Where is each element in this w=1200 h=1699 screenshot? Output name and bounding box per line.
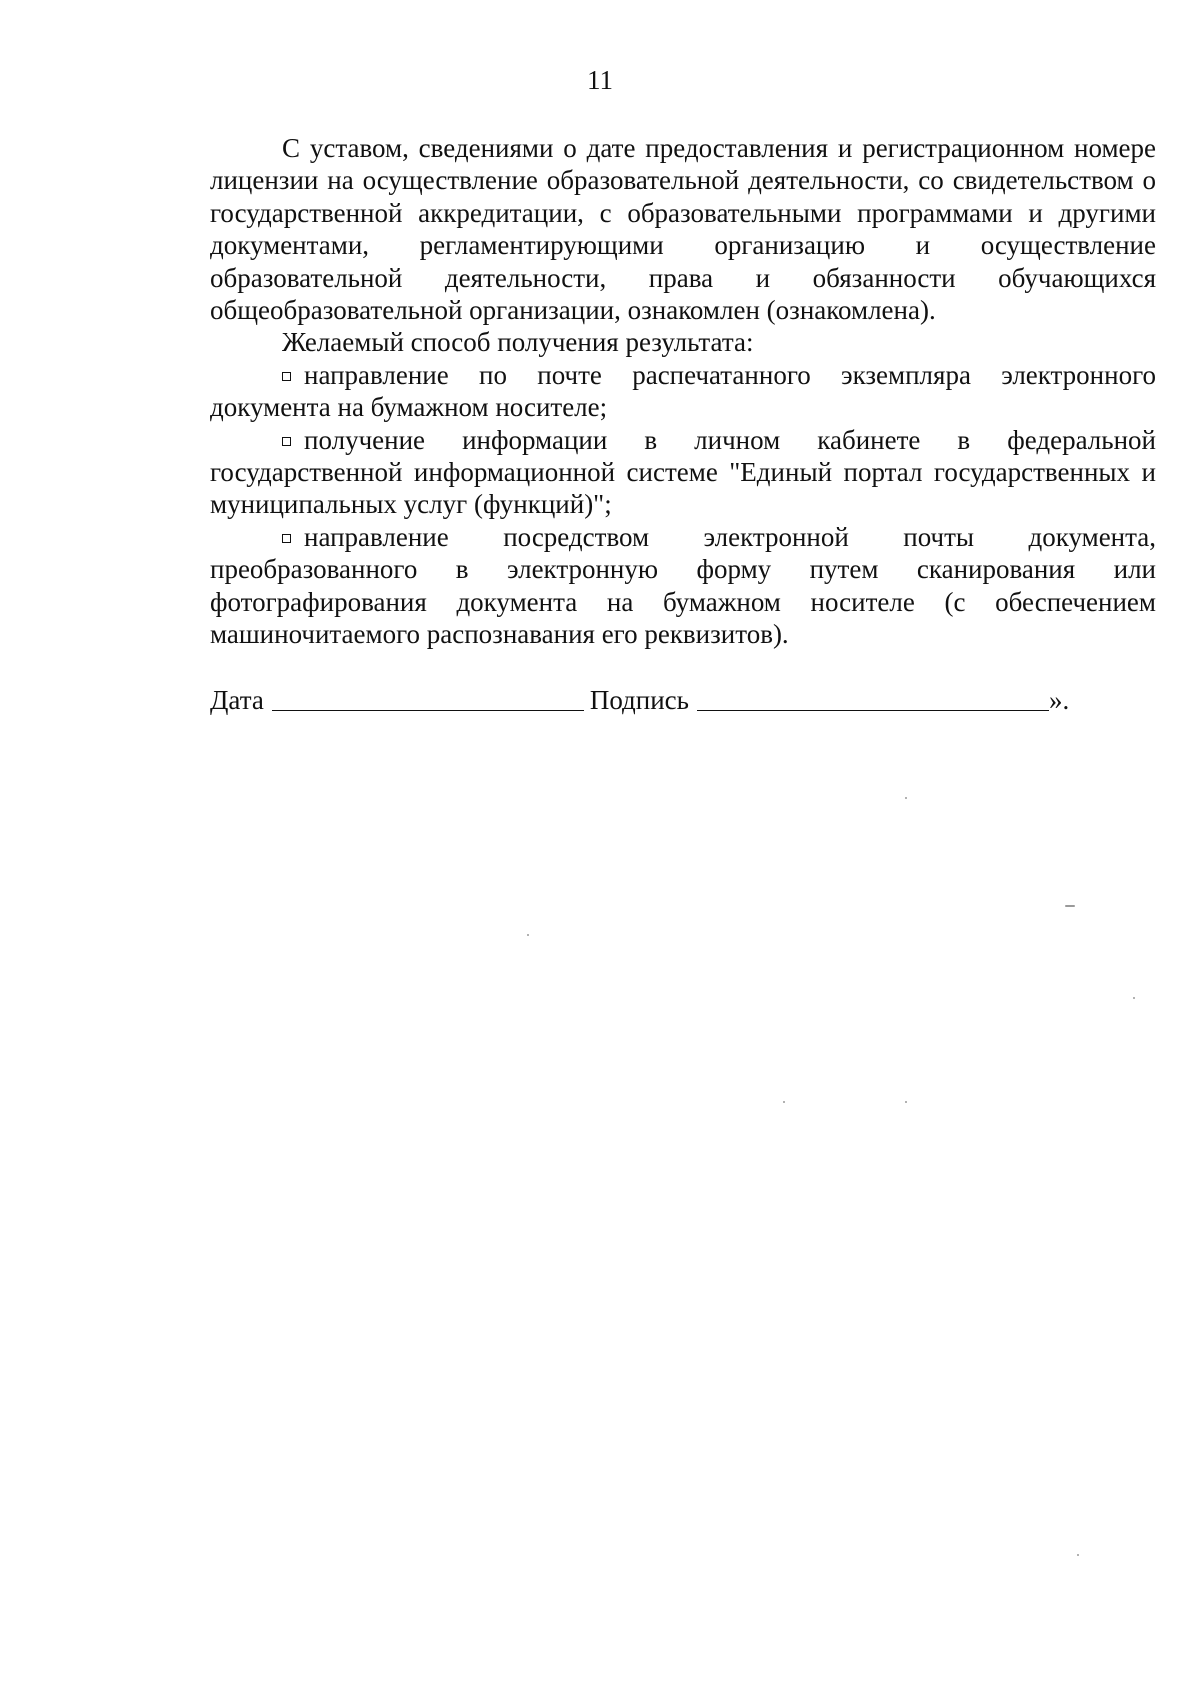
checkbox-portal[interactable] — [282, 437, 291, 446]
option-email-text: направление посредством электронной почты документа, преобразованного в электронную форму путем сканирования или фотографирования документа на бумажном носителе (с обеспечением машиночитаемого распознавания его реквизитов). — [210, 521, 1156, 650]
date-label: Дата — [210, 685, 264, 715]
scan-speck — [1133, 997, 1135, 999]
option-mail — [210, 359, 1156, 424]
scan-speck — [905, 1101, 907, 1103]
option-mail-text: направление по почте распечатанного экземпляра электронного документа на бумажном носителе; — [210, 359, 1156, 423]
scan-speck — [783, 1101, 785, 1103]
scan-speck — [905, 797, 907, 799]
page-number: 11 — [587, 65, 613, 95]
scan-speck — [1065, 905, 1075, 907]
checkbox-mail[interactable] — [282, 372, 291, 381]
option-email — [210, 521, 1156, 651]
method-heading: Желаемый способ получения результата: — [282, 327, 754, 358]
signature-label: Подпись — [589, 685, 689, 715]
option-portal-text: получение информации в личном кабинете в федеральной государственной информационной системе "Единый портал государственных и муниципальных услуг (функций)"; — [210, 424, 1156, 520]
checkbox-email[interactable] — [282, 534, 291, 543]
consent-paragraph: С уставом, сведениями о дате предоставления и регистрационном номере лицензии на осуществление образовательной деятельности, со свидетельством о государственной аккредитации, с образовательными программами и другими документами, регламентирующими организацию и осуществление образовательной деятельности, права и обязанности обучающихся общеобразовательной организации, ознакомлен (ознакомлена). — [210, 133, 1156, 326]
option-portal — [210, 424, 1156, 521]
scan-speck — [527, 934, 529, 936]
signature-line — [210, 684, 1069, 716]
document-body — [210, 132, 1156, 651]
date-field[interactable] — [272, 686, 584, 711]
signature-field[interactable] — [697, 686, 1049, 711]
scan-speck — [1077, 1554, 1079, 1556]
closing-quote: ». — [1048, 685, 1070, 715]
